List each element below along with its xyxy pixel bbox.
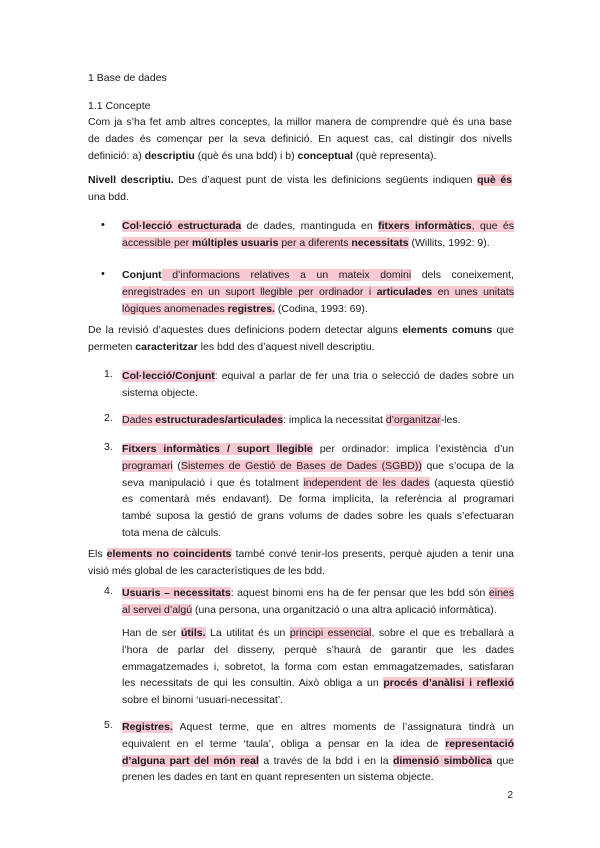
bullet-marker: • bbox=[101, 219, 105, 231]
list-item-2: Dades estructurades/articulades: implica la necessitat d’organitzar-les. bbox=[122, 414, 461, 426]
definition-bullet-2: Conjunt d’informacions relatives a un mateix domini dels coneixement, enregistrades en un suport llegible per ordinador i articulades en unes unitats lògiques anomenades registres. (Codina, 1993: 69). bbox=[122, 269, 515, 315]
intro-paragraph: Com ja s’ha fet amb altres conceptes, la millor manera de comprendre què és una base de dades és començar per la seva definició. En aquest cas, cal distingir dos nivells definició: a) descriptiu (què és una bdd) i b) conceptual (què representa). bbox=[88, 116, 512, 162]
item-number: 4. bbox=[104, 585, 113, 597]
list-item-4: Usuaris – necessitats: aquest binomi ens ha de fer pensar que les bdd són eines al servei d’algú (una persona, una organització o una altra aplicació informàtica). bbox=[122, 587, 514, 616]
bullet-marker: • bbox=[101, 268, 105, 280]
subsection-title: 1.1 Concepte bbox=[88, 100, 151, 112]
section-title: 1 Base de dades bbox=[88, 72, 167, 84]
list-item-1: Col·lecció/Conjunt: equival a parlar de fer una tria o selecció de dades sobre un sistema objecte. bbox=[122, 370, 514, 399]
definition-bullet-1: Col·lecció estructurada de dades, mantinguda en fitxers informàtics, que és accessible per múltiples usuaris per a diferents necessitats (Willits, 1992: 9). bbox=[122, 220, 515, 249]
item-number: 1. bbox=[104, 368, 113, 380]
nivell-paragraph: Nivell descriptiu. Des d’aquest punt de vista les definicions següents indiquen què és una bdd. bbox=[88, 174, 513, 203]
list-item-5: Registres. Aquest terme, que en altres moments de l’assignatura tindrà un equivalent en el terme ‘taula’, obliga a pensar en la idea de representació d’alguna part del món real a través de la bdd i en la dimensió simbòlica que prenen les dades en tant en quant representen un sistema objecte. bbox=[122, 721, 514, 784]
item-number: 2. bbox=[104, 412, 113, 424]
page-number: 2 bbox=[507, 790, 513, 801]
list-item-3: Fitxers informàtics / suport llegible per ordinador: implica l’existència d’un programari (Sistemes de Gestió de Bases de Dades (SGBD)) que s’ocupa de la seva manipulació i que és totalment independent de les dades (aquesta qüestió es comentarà més endavant). De forma implícita, la referència al programari també suposa la gestió de grans volums de dades sobre les quals s’efectuaran tota mena de càlculs. bbox=[122, 443, 515, 539]
list-item-4-paragraph-2: Han de ser útils. La utilitat és un principi essencial, sobre el que es treballarà a l’hora de parlar del disseny, perquè s’haurà de garantir que les dades emmagatzemades i, sobretot, la forma com estan emmagatzemades, satisfaran les necessitats de qui les consultin. Això obliga a un procés d’anàlisi i reflexió sobre el binomi ‘usuari-necessitat’. bbox=[122, 627, 514, 707]
item-number: 3. bbox=[104, 441, 113, 453]
item-number: 5. bbox=[104, 719, 113, 731]
els-paragraph: Els elements no coincidents també convé tenir-los presents, perquè ajuden a tenir una visió més global de les característiques de les bdd. bbox=[88, 548, 514, 577]
revisio-paragraph: De la revisió d’aquestes dues definicions podem detectar alguns elements comuns que permeten caracteritzar les bdd des d’aquest nivell descriptiu. bbox=[88, 324, 514, 353]
